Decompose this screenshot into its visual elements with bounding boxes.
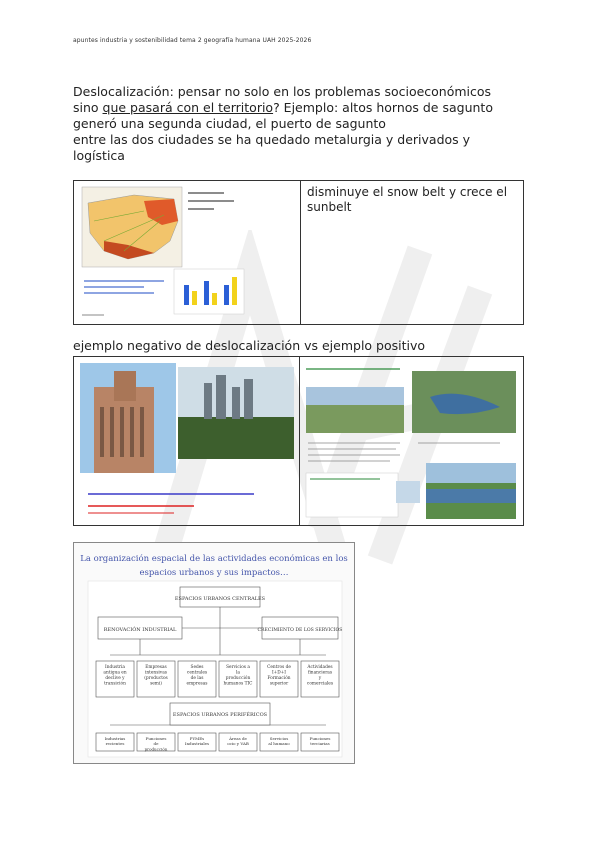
services-growth-label: CRECIMIENTO DE LOS SERVICIOS	[257, 628, 343, 633]
row1-box-label: de las	[190, 676, 204, 681]
intro-line-4: entre las dos ciudades se ha quedado metalurgia y derivados y	[73, 132, 471, 147]
negative-example-figure	[74, 357, 300, 525]
row2-box-label: PYMEs	[189, 736, 205, 741]
row1-box-label: comerciales	[306, 681, 334, 687]
row1-box-label: centrales	[186, 670, 208, 676]
row2-box-label: al humano	[268, 741, 290, 747]
row2-box-label: terciarias	[310, 741, 330, 747]
row1-box-label: producción	[225, 676, 251, 681]
row1-box-label: Servicios a	[226, 665, 250, 670]
page-header: apuntes industria y sostenibilidad tema 2 geografía humana UAH 2025-2026	[73, 37, 312, 44]
row2-box-label: Servicios	[269, 736, 289, 741]
table-snowbelt	[73, 180, 524, 325]
row2-box-label: recientes	[105, 741, 125, 747]
row1-box-label: semi)	[150, 681, 162, 687]
row1-box-label: Formación	[267, 676, 291, 681]
row1-box-label: Industria	[105, 665, 125, 670]
table-deslocalizacion-examples	[73, 356, 524, 526]
row1-box-label: Sedes	[190, 665, 204, 670]
row1-box-label: intensivas	[145, 670, 167, 676]
intro-line-1: Deslocalización: pensar no solo en los problemas socioeconómicos	[73, 84, 492, 99]
detroit-photos	[74, 357, 299, 525]
urban-spaces-diagram	[74, 543, 354, 763]
diagram-title-1: La organización espacial de las actividades económicas en los	[80, 554, 348, 564]
central-spaces-label: ESPACIOS URBANOS CENTRALES	[174, 596, 266, 602]
row1-box-label: Actividades	[307, 665, 333, 670]
row2-box-label: Funciones	[309, 736, 331, 741]
intro-line-2: sino que pasará con el territorio? Ejemplo: altos hornos de sagunto	[73, 100, 493, 115]
underlined-phrase: que pasará con el territorio	[102, 100, 274, 115]
usa-map-image	[74, 181, 299, 324]
row2-box-label: producción	[144, 746, 168, 752]
intro-line-3: generó una segunda ciudad, el puerto de sagunto	[73, 116, 386, 131]
renovation-label: RENOVACIÓN INDUSTRIAL	[103, 627, 177, 633]
row1-box-label: antigua en	[103, 670, 127, 676]
row2-box-label: Industriales	[184, 741, 210, 747]
row1-box-label: Empresas	[145, 665, 167, 670]
usa-map-figure	[74, 181, 301, 324]
snowbelt-text: disminuye el snow belt y crece el sunbelt	[307, 185, 508, 214]
row1-box-label: transición	[104, 681, 126, 687]
diagram-title-2: espacios urbanos y sus impactos…	[139, 568, 289, 578]
row1-box-label: humanos TIC	[223, 681, 253, 687]
row1-box-label: I+D+I	[271, 670, 287, 676]
row1-box-label: declive y	[105, 676, 125, 681]
positive-example-photos	[300, 357, 523, 525]
row1-box-label: la	[236, 670, 240, 676]
row2-box-label: de	[153, 741, 159, 747]
intro-line-5: logística	[73, 148, 125, 163]
positive-example-figure	[300, 357, 523, 525]
row2-box-label: ocio y VAB	[227, 741, 249, 747]
row1-box-label: (productos	[144, 676, 168, 681]
row1-box-label: financieras	[307, 670, 333, 676]
row2-box-label: Áreas de	[229, 736, 247, 741]
peripheral-spaces-label: ESPACIOS URBANOS PERIFÉRICOS	[172, 712, 268, 718]
row2-box-label: Funciones	[145, 736, 167, 741]
row1-box-label: Centros de	[267, 665, 291, 670]
row1-box-label: superior	[269, 681, 289, 687]
row1-box-label: y	[318, 676, 322, 681]
row1-box-label: empresas	[186, 681, 208, 687]
row2-box-label: Industrias	[104, 736, 126, 741]
intro-paragraph	[73, 84, 533, 164]
section-title-deslocalizacion: ejemplo negativo de deslocalización vs ejemplo positivo	[73, 338, 426, 353]
organization-diagram	[73, 542, 355, 764]
